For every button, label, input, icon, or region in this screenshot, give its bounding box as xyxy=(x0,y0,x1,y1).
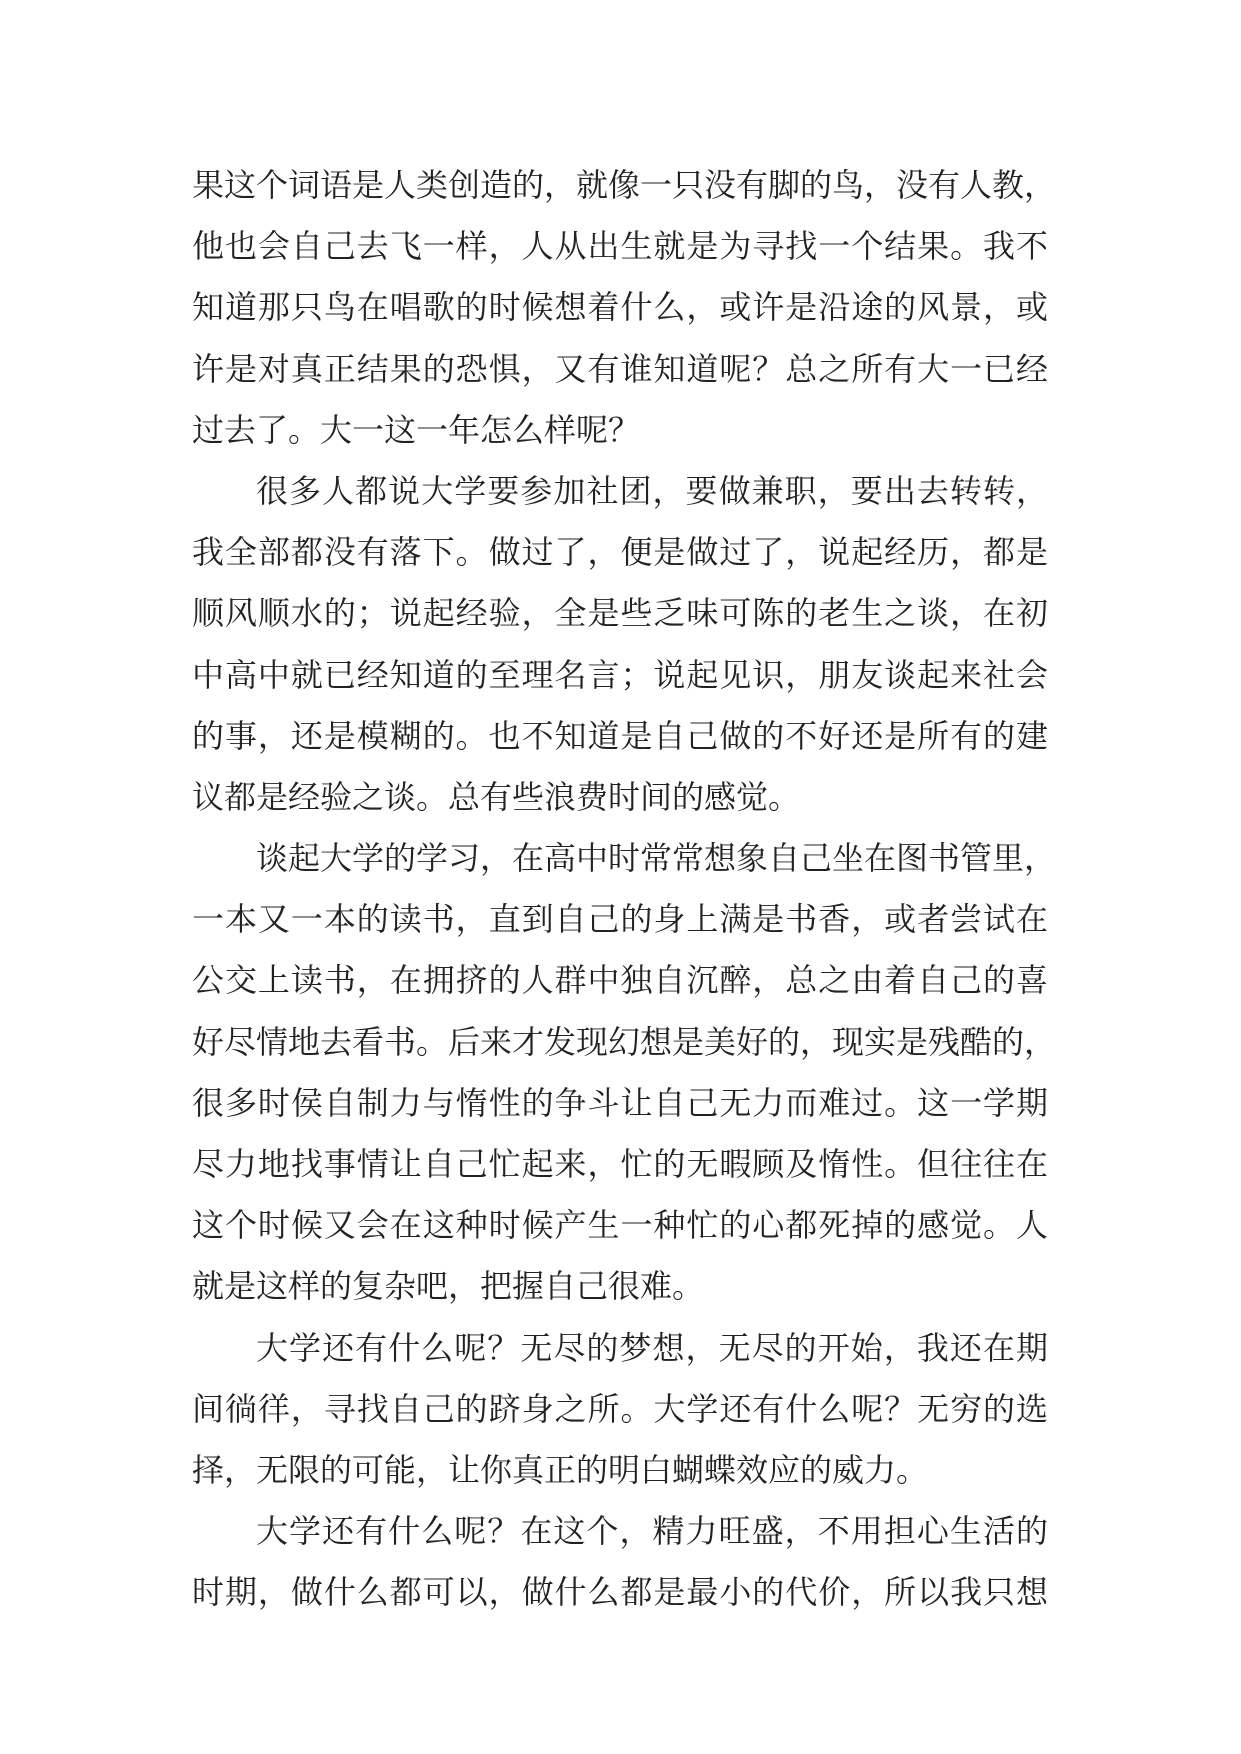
text-line: 我全部都没有落下。做过了，便是做过了，说起经历，都是 xyxy=(192,533,1048,572)
text-line: 好尽情地去看书。后来才发现幻想是美好的，现实是残酷的， xyxy=(192,1022,1057,1061)
text-line: 知道那只鸟在唱歌的时候想着什么，或许是沿途的风景，或 xyxy=(192,288,1048,327)
text-line: 间徜徉，寻找自己的跻身之所。大学还有什么呢？无穷的选 xyxy=(192,1389,1048,1428)
text-line: 许是对真正结果的恐惧，又有谁知道呢？总之所有大一已经 xyxy=(192,349,1048,388)
paragraph-first-line: 大学还有什么呢？在这个，精力旺盛，不用担心生活的 xyxy=(256,1512,1048,1551)
text-line: 这个时候又会在这种时候产生一种忙的心都死掉的感觉。人 xyxy=(192,1206,1048,1245)
paragraph-first-line: 大学还有什么呢？无尽的梦想，无尽的开始，我还在期 xyxy=(256,1328,1048,1367)
text-line: 中高中就已经知道的至理名言；说起见识，朋友谈起来社会 xyxy=(192,655,1048,694)
text-line: 顺风顺水的；说起经验，全是些乏味可陈的老生之谈，在初 xyxy=(192,594,1048,633)
text-line: 一本又一本的读书，直到自己的身上满是书香，或者尝试在 xyxy=(192,900,1048,939)
text-line: 时期，做什么都可以，做什么都是最小的代价，所以我只想 xyxy=(192,1573,1048,1612)
text-line: 他也会自己去飞一样，人从出生就是为寻找一个结果。我不 xyxy=(192,227,1048,266)
text-line: 尽力地找事情让自己忙起来，忙的无暇顾及惰性。但往往在 xyxy=(192,1145,1048,1183)
text-line: 果这个词语是人类创造的，就像一只没有脚的鸟，没有人教， xyxy=(192,166,1057,204)
text-line: 就是这样的复杂吧，把握自己很难。 xyxy=(192,1267,705,1306)
text-line: 的事，还是模糊的。也不知道是自己做的不好还是所有的建 xyxy=(192,716,1048,755)
text-line: 议都是经验之谈。总有些浪费时间的感觉。 xyxy=(192,777,801,816)
text-line: 很多时侯自制力与惰性的争斗让自己无力而难过。这一学期 xyxy=(192,1083,1048,1122)
paragraph-first-line: 谈起大学的学习，在高中时常常想象自己坐在图书管里， xyxy=(256,839,1057,878)
text-line: 公交上读书，在拥挤的人群中独自沉醉，总之由着自己的喜 xyxy=(192,961,1048,1000)
document-body xyxy=(192,155,1057,1624)
text-line: 过去了。大一这一年怎么样呢？ xyxy=(192,410,641,449)
text-line: 择，无限的可能，让你真正的明白蝴蝶效应的威力。 xyxy=(192,1450,929,1489)
paragraph-first-line: 很多人都说大学要参加社团，要做兼职，要出去转转， xyxy=(256,471,1048,510)
